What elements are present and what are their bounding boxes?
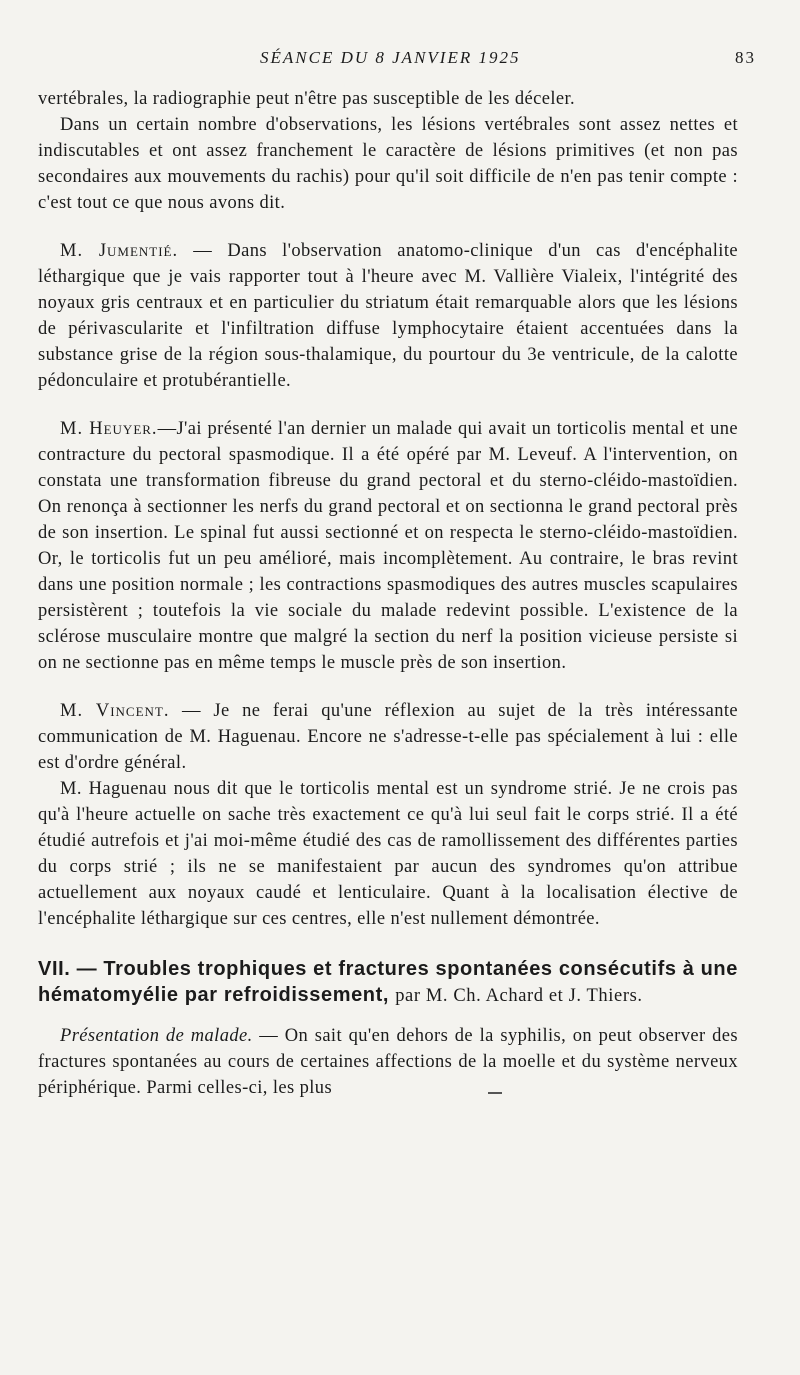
- paragraph-vincent: [38, 698, 738, 776]
- speaker-name: M. Jumentié.: [60, 241, 179, 261]
- section-authors: par M. Ch. Achard et J. Thiers.: [395, 986, 643, 1006]
- paragraph-haguenau: M. Haguenau nous dit que le torticolis mental est un syndrome strié. Je ne crois pas qu'à l'heure actuelle on sache très exactement ce qu'à lui seul fait le corps strié. Il a été étudié autrefois et j'ai moi-même étudié des cas de ramollissement des différentes parties du corps strié ; ils ne se manifestaient par aucun des syndromes qu'on attribue actuellement aux noyaux caudé et lenticulaire. Quant à la localisation élective de l'encéphalite léthargique sur ces centres, elle n'est nullement démontrée.: [38, 779, 738, 929]
- paragraph-continuation: vertébrales, la radiographie peut n'être pas susceptible de les déceler.: [38, 89, 576, 109]
- section-number: VII. —: [38, 958, 98, 980]
- paragraph-text: — Je ne ferai qu'une réflexion au sujet de la très intéressante communication de M. Haguenau. Encore ne s'adresse-t-elle pas spécialement à lui : elle est d'ordre général.: [38, 701, 739, 773]
- paragraph-text: — Dans l'observation anatomo-clinique d'un cas d'encéphalite léthargique que je vais rapporter tout à l'heure avec M. Vallière Vialeix, l'intégrité des noyaux gris centraux et en particulier du striatum était remarquable alors que les lésions de périvascularite et l'infiltration diffuse lymphocytaire étaient accentuées dans la substance grise de la région sous-thalamique, du pourtour du 3e ventricule, de la calotte pédonculaire et protubérantielle.: [38, 241, 738, 391]
- section-title-text: Troubles trophiques et fractures spontanées consécutifs à une hématomyélie par refroidissement,: [38, 958, 738, 1006]
- paragraph-heuyer: [38, 416, 738, 676]
- paragraph-text: —J'ai présenté l'an dernier un malade qui avait un torticolis mental et une contracture du pectoral spasmodique. Il a été opéré par M. Leveuf. A l'intervention, on constata une transformation fibreuse du grand pectoral et du sterno-cléido-mastoïdien. On renonça à sectionner les nerfs du grand pectoral et on sectionna le grand pectoral près de son insertion. Le spinal fut aussi sectionné et on respecta le sterno-cléido-mastoïdien. Or, le torticolis fut un peu amélioré, mais incomplètement. Au contraire, le bras revint dans une position normale ; les contractions spasmodiques des autres muscles scapulaires persistèrent ; toutefois la vie sociale du malade redevint possible. L'existence de la sclérose musculaire montre que malgré la section du nerf la position vicieuse persiste si on ne sectionne pas en même temps le muscle près de son insertion.: [38, 419, 739, 673]
- running-head: [38, 48, 756, 74]
- decorative-dash: [488, 1092, 502, 1094]
- speaker-name: M. Vincent.: [60, 701, 170, 721]
- paragraph-lead: Présentation de malade.: [60, 1026, 253, 1046]
- paragraph-observations: Dans un certain nombre d'observations, les lésions vertébrales sont assez nettes et indiscutables et ont assez franchement le caractère de lésions primitives (et non pas secondaires aux mouvements du rachis) pour qu'il soit difficile de n'en pas tenir compte : c'est tout ce que nous avons dit.: [38, 115, 738, 213]
- paragraph-text: — On sait qu'en dehors de la syphilis, on peut observer des fractures spontanées au cours de certaines affections de la moelle et du système nerveux périphérique. Parmi celles-ci, les plus: [38, 1026, 738, 1098]
- page-number: 83: [735, 48, 756, 67]
- running-title: SÉANCE DU 8 JANVIER 1925: [260, 48, 521, 67]
- speaker-name: M. Heuyer.: [60, 419, 158, 439]
- paragraph-presentation: [38, 1023, 738, 1101]
- paragraph-jumentie: [38, 238, 738, 394]
- section-heading: [38, 956, 738, 1009]
